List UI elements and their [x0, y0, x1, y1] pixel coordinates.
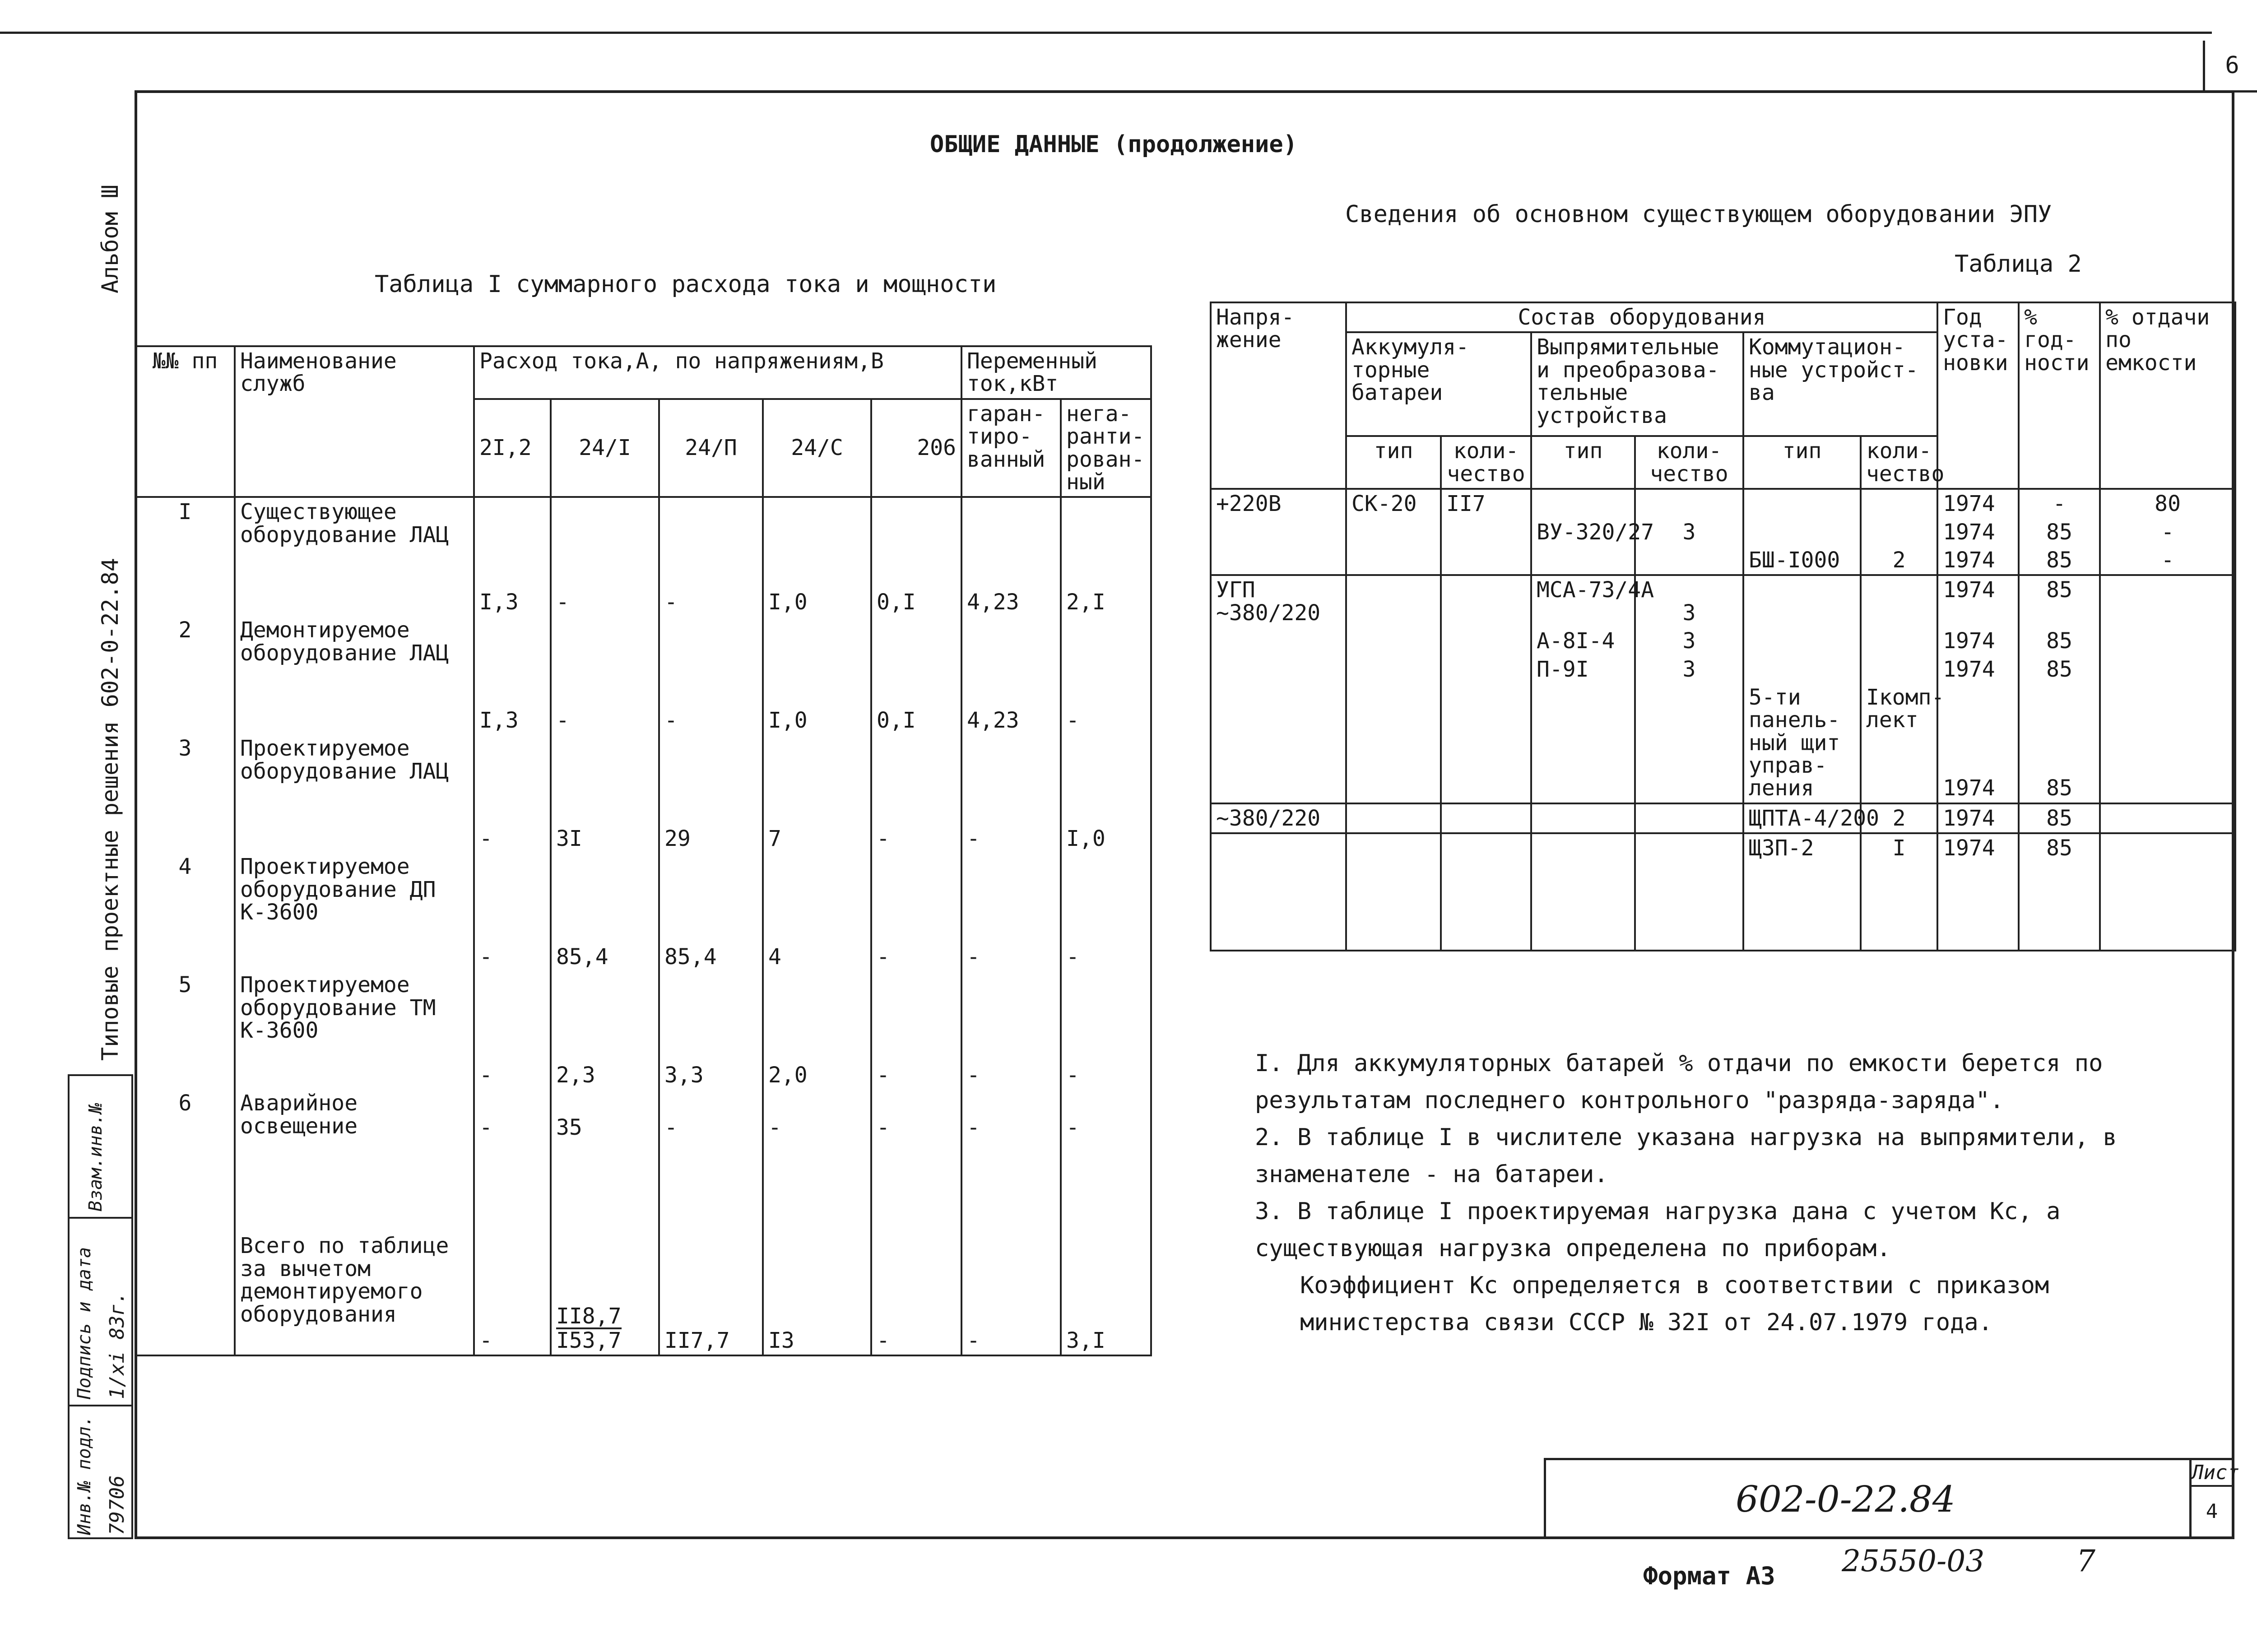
table-row	[1211, 683, 2235, 803]
cell: 85	[2019, 833, 2100, 951]
page-number: 6	[2203, 41, 2257, 93]
cell: ЩПТА-4/200	[1743, 803, 1861, 833]
cell	[1743, 655, 1861, 683]
side-cell-inventory-value: 79706	[106, 1475, 129, 1535]
cell: 4,23	[961, 497, 1061, 616]
table-row	[135, 971, 1151, 1089]
cell: I,3	[474, 497, 551, 616]
cell	[2100, 655, 2235, 683]
cell: 1974	[1937, 489, 2019, 518]
cell: 1974	[1937, 655, 2019, 683]
cell	[1211, 655, 1346, 683]
table-row	[1211, 803, 2235, 833]
cell: -	[871, 734, 961, 853]
cell	[1635, 803, 1743, 833]
row-no: 3	[135, 734, 235, 853]
header-name: Наименование служб	[235, 346, 474, 497]
cell	[1743, 627, 1861, 655]
cell: I,0	[1061, 734, 1151, 853]
cell	[1441, 627, 1531, 655]
header-current: Расход тока,А, по напряжениям,В	[474, 346, 961, 399]
table-row	[1211, 833, 2235, 951]
cell: 2,I	[1061, 497, 1151, 616]
cell	[1441, 803, 1531, 833]
cell: 85	[2019, 518, 2100, 546]
row-no: 2	[135, 616, 235, 734]
cell: БШ-I000	[1743, 546, 1861, 575]
cell	[1346, 575, 1441, 627]
cell	[2100, 683, 2235, 803]
cell: 85	[2019, 683, 2100, 803]
cell: -	[1061, 1089, 1151, 1232]
cell: Iкомп-лект	[1861, 683, 1937, 803]
cell: II7	[1441, 489, 1531, 518]
table-row	[135, 853, 1151, 971]
header-capacity: % отдачи по емкости	[2100, 302, 2235, 489]
cell: 1974	[1937, 833, 2019, 951]
cell: 85	[2019, 575, 2100, 627]
cell: -	[961, 1089, 1061, 1232]
table-row	[135, 1089, 1151, 1232]
cell	[1211, 518, 1346, 546]
header-v4: 24/С	[763, 399, 871, 497]
table-row	[135, 734, 1151, 853]
cell	[1346, 655, 1441, 683]
cell: I,3	[474, 616, 551, 734]
cell: +220В	[1211, 489, 1346, 518]
cell: 1974	[1937, 683, 2019, 803]
cell	[1743, 518, 1861, 546]
cell: I3	[763, 1232, 871, 1355]
row-name: Проектируемое оборудование ТМ К-3600	[235, 971, 474, 1089]
cell: 3,3	[659, 971, 763, 1089]
note-4: Коэффициент Кс определяется в соответствии с приказом министерства связи СССР № 32I от 24.07.1979 года.	[1300, 1272, 2049, 1336]
cell	[1861, 575, 1937, 627]
notes-block	[1255, 1045, 2180, 1341]
cell	[1531, 546, 1635, 575]
header-guaranteed: гаран-тиро-ванный	[961, 399, 1061, 497]
cell: -	[474, 1089, 551, 1232]
cell	[1441, 833, 1531, 951]
table2-caption: Сведения об основном существующем оборудовании ЭПУ	[1345, 201, 2052, 228]
side-cell-signature	[68, 1217, 133, 1406]
header-type: тип	[1743, 436, 1861, 489]
header-type: тип	[1346, 436, 1441, 489]
cell: 5-ти панель-ный щит управ-ления	[1743, 683, 1861, 803]
cell: I,0	[763, 497, 871, 616]
table-row-total	[135, 1232, 1151, 1355]
cell: 85	[2019, 546, 2100, 575]
cell: -	[659, 497, 763, 616]
cell: -	[1061, 616, 1151, 734]
cell: 29	[659, 734, 763, 853]
cell: 85	[2019, 803, 2100, 833]
cell: 85,4	[551, 853, 659, 971]
cell: 0,I	[871, 616, 961, 734]
note-1: I. Для аккумуляторных батарей % отдачи по емкости берется по результатам последнего контрольного "разряда-заряда".	[1255, 1050, 2103, 1114]
side-cell-inventory-label: Инв.№ подл.	[74, 1415, 95, 1535]
cell: 2,3	[551, 971, 659, 1089]
cell	[1346, 683, 1441, 803]
table-row	[1211, 546, 2235, 575]
cell: ЩЗП-2	[1743, 833, 1861, 951]
format-label: Формат А3	[1643, 1562, 1775, 1590]
total-name: Всего по таблице за вычетом демонтируемого оборудования	[235, 1232, 474, 1355]
cell: II7,7	[659, 1232, 763, 1355]
cell	[1635, 833, 1743, 951]
cell	[1211, 546, 1346, 575]
cell	[1531, 489, 1635, 518]
cell	[1441, 518, 1531, 546]
side-cell-inventory	[68, 1405, 133, 1539]
cell: 3	[1635, 518, 1743, 546]
cell: -	[871, 971, 961, 1089]
cell	[2100, 803, 2235, 833]
cell: I,0	[763, 616, 871, 734]
cell	[1441, 546, 1531, 575]
cell: 85	[2019, 655, 2100, 683]
cell: А-8I-4	[1531, 627, 1635, 655]
cell	[1346, 518, 1441, 546]
cell	[1211, 627, 1346, 655]
table-row	[135, 497, 1151, 616]
side-cell-signature-value: 1/xi 83г.	[106, 1291, 129, 1399]
sheet-box	[2189, 1458, 2239, 1539]
cell	[1346, 803, 1441, 833]
row-no: 4	[135, 853, 235, 971]
cell: 1974	[1937, 627, 2019, 655]
header-no: №№ пп	[135, 346, 235, 497]
side-cell-replacement-label: Взам.инв.№	[85, 1103, 106, 1211]
header-v3: 24/П	[659, 399, 763, 497]
table2-label: Таблица 2	[1955, 251, 2082, 278]
cell: 3	[1635, 627, 1743, 655]
row-no	[135, 1232, 235, 1355]
top-rule	[0, 32, 2212, 34]
row-name: Проектируемое оборудование ДП К-3600	[235, 853, 474, 971]
header-qty: коли-чество	[1861, 436, 1937, 489]
cell: 35	[551, 1089, 659, 1232]
cell: 2	[1861, 546, 1937, 575]
cell: 1974	[1937, 803, 2019, 833]
stamp-code: 602-0-22.84	[1736, 1478, 1955, 1520]
cell: 80	[2100, 489, 2235, 518]
denominator: I53,7	[556, 1327, 622, 1353]
header-year: Год уста-новки	[1937, 302, 2019, 489]
row-name: Существующее оборудование ЛАЦ	[235, 497, 474, 616]
equipment-table	[1210, 302, 2236, 951]
table-row	[135, 616, 1151, 734]
header-ac: Переменный ток,кВт	[961, 346, 1151, 399]
table-row	[1211, 489, 2235, 518]
header-v5: 206	[871, 399, 961, 497]
header-v1: 2I,2	[474, 399, 551, 497]
cell: 3	[1635, 655, 1743, 683]
footer-code: 25550-03	[1842, 1544, 1985, 1578]
cell: УГП ~380/220	[1211, 575, 1346, 627]
side-cell-replacement	[68, 1074, 133, 1219]
cell: 3	[1635, 575, 1743, 627]
cell	[1346, 627, 1441, 655]
table-row	[1211, 575, 2235, 627]
cell: МСА-73/4А	[1531, 575, 1635, 627]
row-name: Аварийное освещение	[235, 1089, 474, 1232]
side-stamp	[68, 1074, 133, 1539]
cell	[1531, 683, 1635, 803]
row-no: I	[135, 497, 235, 616]
cell: ВУ-320/27	[1531, 518, 1635, 546]
cell	[1441, 683, 1531, 803]
cell: П-9I	[1531, 655, 1635, 683]
sheet-label: Лист	[2192, 1460, 2232, 1487]
table1-caption: Таблица I суммарного расхода тока и мощности	[375, 271, 997, 298]
sheet-number: 4	[2206, 1500, 2218, 1523]
main-title: ОБЩИЕ ДАННЫЕ (продолжение)	[930, 131, 1297, 158]
cell: 3,I	[1061, 1232, 1151, 1355]
cell	[1346, 546, 1441, 575]
cell	[1441, 575, 1531, 627]
cell: -	[551, 497, 659, 616]
cell	[1861, 518, 1937, 546]
cell: -	[474, 971, 551, 1089]
cell	[1531, 803, 1635, 833]
cell: 4,23	[961, 616, 1061, 734]
cell: -	[2100, 546, 2235, 575]
cell: СК-20	[1346, 489, 1441, 518]
cell: -	[474, 734, 551, 853]
cell	[1211, 833, 1346, 951]
cell: -	[1061, 853, 1151, 971]
cell: -	[551, 616, 659, 734]
cell: -	[474, 1232, 551, 1355]
header-type: тип	[1531, 436, 1635, 489]
cell	[1861, 489, 1937, 518]
side-cell-signature-label: Подпись и дата	[74, 1247, 95, 1399]
series-label: Типовые проектные решения 602-0-22.84	[97, 558, 123, 1061]
header-non-guaranteed: нега-ранти-рован-ный	[1061, 399, 1151, 497]
cell	[1743, 489, 1861, 518]
fraction	[556, 1305, 622, 1352]
cell	[2100, 575, 2235, 627]
cell: 0,I	[871, 497, 961, 616]
cell: 85	[2019, 627, 2100, 655]
header-qty: коли-чество	[1635, 436, 1743, 489]
cell: 1974	[1937, 575, 2019, 627]
cell: -	[961, 971, 1061, 1089]
cell: 7	[763, 734, 871, 853]
cell: 1974	[1937, 518, 2019, 546]
table-row	[1211, 518, 2235, 546]
cell: 85,4	[659, 853, 763, 971]
cell: -	[961, 853, 1061, 971]
header-composition: Состав оборудования	[1346, 302, 1937, 332]
header-switching: Коммутацион-ные устройст-ва	[1743, 332, 1937, 436]
cell: ~380/220	[1211, 803, 1346, 833]
cell: 4	[763, 853, 871, 971]
current-consumption-table	[135, 345, 1152, 1356]
header-qty: коли-чество	[1441, 436, 1531, 489]
header-fitness: % год-ности	[2019, 302, 2100, 489]
header-voltage: Напря-жение	[1211, 302, 1346, 489]
cell: 3I	[551, 734, 659, 853]
header-v2: 24/I	[551, 399, 659, 497]
footer-number: 7	[2076, 1544, 2095, 1578]
table-row	[1211, 627, 2235, 655]
cell	[1743, 575, 1861, 627]
title-block	[1544, 1458, 2234, 1539]
cell	[1635, 546, 1743, 575]
row-no: 6	[135, 1089, 235, 1232]
cell: -	[961, 734, 1061, 853]
cell: I	[1861, 833, 1937, 951]
cell-fraction	[551, 1232, 659, 1355]
cell	[1441, 655, 1531, 683]
cell: -	[659, 1089, 763, 1232]
cell: -	[659, 616, 763, 734]
cell	[1635, 489, 1743, 518]
cell	[1861, 655, 1937, 683]
cell	[2100, 833, 2235, 951]
note-2: 2. В таблице I в числителе указана нагрузка на выпрямители, в знаменателе - на батареи.	[1255, 1124, 2117, 1188]
cell: 2,0	[763, 971, 871, 1089]
table-row	[1211, 655, 2235, 683]
cell	[1346, 833, 1441, 951]
cell: 2	[1861, 803, 1937, 833]
header-rectifiers: Выпрямительные и преобразова-тельные устройства	[1531, 332, 1743, 436]
cell: -	[871, 853, 961, 971]
numerator: II8,7	[556, 1303, 622, 1329]
cell: -	[961, 1232, 1061, 1355]
cell: -	[763, 1089, 871, 1232]
cell: -	[474, 853, 551, 971]
cell	[1531, 833, 1635, 951]
row-name: Демонтируемое оборудование ЛАЦ	[235, 616, 474, 734]
cell: -	[1061, 971, 1151, 1089]
cell: -	[2100, 518, 2235, 546]
album-label: Альбом Ш	[97, 185, 123, 293]
cell: -	[871, 1089, 961, 1232]
cell	[1211, 683, 1346, 803]
header-batteries: Аккумуля-торные батареи	[1346, 332, 1531, 436]
cell: -	[871, 1232, 961, 1355]
cell	[1861, 627, 1937, 655]
cell: 1974	[1937, 546, 2019, 575]
cell: -	[2019, 489, 2100, 518]
cell	[2100, 627, 2235, 655]
cell	[1635, 683, 1743, 803]
row-name: Проектируемое оборудование ЛАЦ	[235, 734, 474, 853]
note-3: 3. В таблице I проектируемая нагрузка дана с учетом Кс, а существующая нагрузка определена по приборам.	[1255, 1198, 2061, 1262]
row-no: 5	[135, 971, 235, 1089]
